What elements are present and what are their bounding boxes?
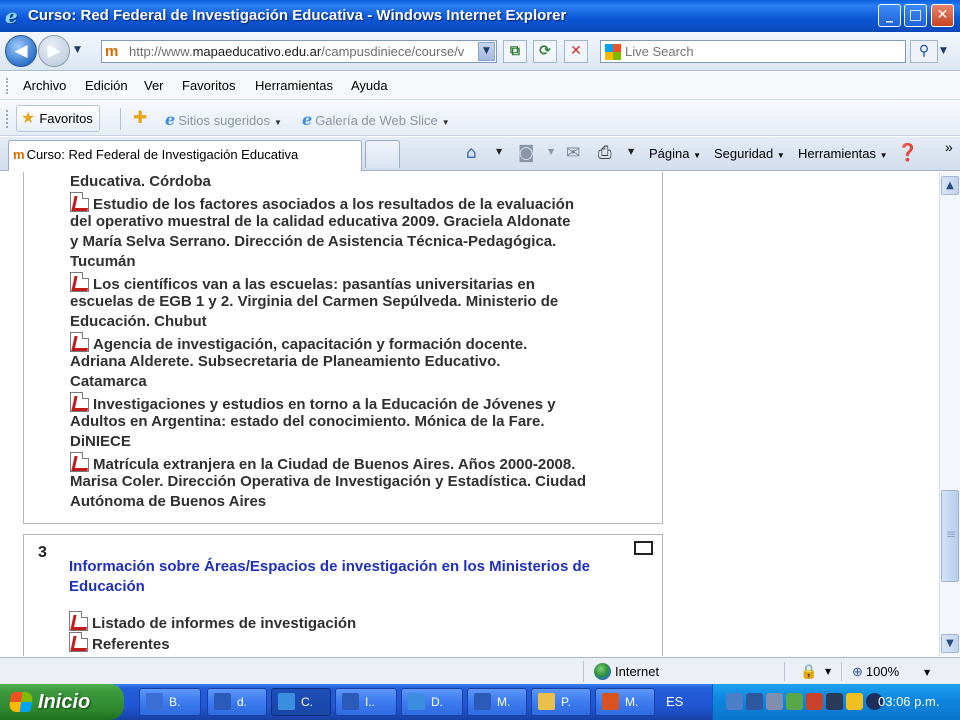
resource-text: Autónoma de Buenos Aires	[70, 493, 267, 510]
resource-link[interactable]: Matrícula extranjera en la Ciudad de Buenos Aires. Años 2000-2008.	[70, 452, 630, 475]
taskbar-button-label: M.	[625, 695, 639, 709]
back-button[interactable]: ◀	[5, 35, 37, 67]
resource-link[interactable]: Listado de informes de investigación	[69, 611, 356, 634]
chevron-more-icon[interactable]: »	[945, 139, 953, 155]
taskbar-app-icon	[474, 693, 491, 710]
display-tray-icon[interactable]	[826, 693, 843, 710]
window-title: Curso: Red Federal de Investigación Educativa - Windows Internet Explorer	[28, 7, 567, 24]
chevron-down-icon[interactable]: ▼	[825, 667, 832, 676]
security-menu[interactable]: Seguridad ▼	[714, 146, 785, 161]
scroll-thumb[interactable]	[941, 490, 959, 582]
resource-text: escuelas de EGB 1 y 2. Virginia del Carmen Sepúlveda. Ministerio de	[70, 293, 559, 310]
taskbar-button-label: M.	[497, 695, 511, 709]
resource-text: Educación. Chubut	[70, 313, 207, 330]
pdf-icon	[70, 392, 89, 412]
taskbar-app-icon	[602, 693, 619, 710]
pdf-icon	[70, 332, 89, 352]
page-content	[0, 172, 939, 656]
search-button[interactable]: ⚲	[910, 40, 938, 63]
toolbar-grip[interactable]	[6, 78, 9, 94]
menu-herramientas[interactable]: Herramientas	[255, 78, 334, 93]
taskbar-button-label: I..	[365, 695, 376, 709]
taskbar-app-icon	[342, 693, 359, 710]
pdf-icon	[70, 272, 89, 292]
recent-pages-dropdown[interactable]: ▼	[74, 45, 81, 55]
tool-tray-icon[interactable]	[806, 693, 823, 710]
course-section-3	[23, 534, 663, 656]
feeds-icon[interactable]: ◙	[518, 143, 535, 163]
print-dropdown[interactable]: ▼	[628, 147, 635, 156]
chevron-down-icon: ▼	[441, 118, 450, 127]
site-favicon-icon: m	[105, 43, 119, 60]
search-input[interactable]	[625, 43, 895, 60]
suggested-sites-link[interactable]: e Sitios sugeridos ▼	[165, 110, 282, 129]
separator	[120, 108, 121, 130]
tab-bar	[0, 137, 960, 171]
favorites-star-icon: ★	[21, 110, 36, 127]
taskbar-app-icon	[146, 693, 163, 710]
url-text[interactable]: http://www.mapaeducativo.edu.ar/campusdiniece/course/v	[129, 44, 465, 59]
taskbar-button[interactable]	[139, 688, 201, 716]
menu-favoritos[interactable]: Favoritos	[182, 78, 236, 93]
resource-link[interactable]: Estudio de los factores asociados a los resultados de la evaluación	[70, 192, 630, 215]
mail-icon[interactable]: ✉	[566, 143, 581, 163]
volume-icon[interactable]	[766, 693, 783, 710]
chevron-down-icon: ▼	[273, 118, 282, 127]
tab-curso[interactable]	[8, 140, 362, 171]
compatibility-view-button[interactable]: ⧉	[503, 40, 527, 63]
menu-edicion[interactable]: Edición	[85, 78, 128, 93]
address-field[interactable]	[101, 40, 497, 63]
search-options-dropdown[interactable]: ▼	[940, 46, 947, 56]
pdf-icon	[70, 452, 89, 472]
security-tray-icon[interactable]	[786, 693, 803, 710]
help-icon[interactable]: ❓	[897, 143, 919, 163]
ie-icon: e	[165, 110, 176, 129]
forward-button[interactable]: ▶	[38, 35, 70, 67]
resource-text: del operativo muestral de la calidad educativa 2009. Graciela Aldonate	[70, 213, 571, 230]
live-search-logo-icon	[605, 44, 621, 60]
menu-ver[interactable]: Ver	[144, 78, 164, 93]
language-indicator[interactable]: ES	[666, 694, 684, 709]
zoom-icon: ⊕	[852, 664, 863, 679]
favorites-bar	[0, 101, 960, 136]
taskbar-button-label: P.	[561, 695, 571, 709]
separator	[784, 662, 785, 681]
taskbar-button-label: D.	[431, 695, 443, 709]
taskbar-app-icon	[538, 693, 555, 710]
menu-ayuda[interactable]: Ayuda	[351, 78, 388, 93]
minimize-button[interactable]: _	[878, 4, 901, 27]
web-slice-gallery-link[interactable]: e Galería de Web Slice ▼	[302, 110, 450, 129]
status-bar	[0, 657, 960, 684]
address-dropdown-button[interactable]: ▼	[478, 42, 495, 61]
tools-menu[interactable]: Herramientas ▼	[798, 146, 888, 161]
resource-text: Adriana Alderete. Subsecretaria de Planeamiento Educativo.	[70, 353, 501, 370]
resource-text: y María Selva Serrano. Dirección de Asistencia Técnica-Pedagógica.	[70, 233, 557, 250]
course-section-2	[23, 172, 663, 524]
taskbar-button[interactable]	[467, 688, 527, 716]
menu-archivo[interactable]: Archivo	[23, 78, 67, 93]
zoom-level[interactable]: ⊕ 100%	[852, 664, 900, 679]
section-title-link[interactable]: Información sobre Áreas/Espacios de investigación en los Ministerios de Educación	[69, 558, 590, 595]
resource-text: Adultos en Argentina: estado del conocimiento. Mónica de la Fare.	[70, 413, 545, 430]
pdf-icon	[69, 632, 88, 652]
section-number: 3	[38, 544, 47, 561]
favorites-label: Favoritos	[39, 111, 93, 126]
home-dropdown[interactable]: ▼	[496, 147, 503, 156]
page-menu[interactable]: Página ▼	[649, 146, 702, 161]
taskbar-app-icon	[214, 693, 231, 710]
zoom-dropdown[interactable]: ▼	[924, 668, 931, 677]
taskbar-button[interactable]	[531, 688, 591, 716]
security-zone[interactable]: Internet	[594, 662, 659, 681]
tab-label: Curso: Red Federal de Investigación Educativa	[26, 147, 299, 162]
scroll-up-button[interactable]: ▲	[941, 176, 959, 195]
taskbar-button[interactable]	[271, 688, 331, 716]
refresh-button[interactable]: ⟳	[533, 40, 557, 63]
taskbar-button[interactable]	[595, 688, 655, 716]
resource-link[interactable]: Agencia de investigación, capacitación y formación docente.	[70, 332, 630, 355]
taskbar-app-icon	[408, 693, 425, 710]
feeds-dropdown[interactable]: ▼	[548, 147, 555, 156]
new-tab-button[interactable]	[365, 140, 400, 168]
title-bar	[0, 0, 960, 32]
favorites-button[interactable]	[16, 105, 100, 132]
windows-logo-icon	[9, 692, 34, 712]
resource-text: Educativa. Córdoba	[70, 173, 211, 190]
menu-bar	[0, 72, 960, 100]
maximize-button[interactable]: □	[904, 4, 927, 27]
search-tray-icon[interactable]	[746, 693, 763, 710]
home-icon[interactable]: ⌂	[466, 143, 477, 163]
scroll-down-button[interactable]: ▼	[941, 634, 959, 653]
resource-text: Catamarca	[70, 373, 147, 390]
pdf-icon	[69, 611, 88, 631]
clock[interactable]: 03:06 p.m.	[878, 694, 940, 709]
network-icon[interactable]	[726, 693, 743, 710]
pdf-icon	[70, 192, 89, 212]
taskbar-app-icon	[278, 693, 295, 710]
ie-icon: e	[302, 110, 313, 129]
taskbar-button[interactable]	[335, 688, 397, 716]
add-to-favorites-bar-icon[interactable]: ✚	[133, 108, 148, 128]
taskbar-button[interactable]	[401, 688, 463, 716]
taskbar-button[interactable]	[207, 688, 267, 716]
resource-link[interactable]: Investigaciones y estudios en torno a la Educación de Jóvenes y	[70, 392, 630, 415]
start-button[interactable]: Inicio	[0, 684, 124, 720]
taskbar-button-label: d.	[237, 695, 248, 709]
resource-text: Tucumán	[70, 253, 136, 270]
resource-text: Marisa Coler. Dirección Operativa de Investigación y Estadística. Ciudad	[70, 473, 587, 490]
site-favicon-icon: m	[13, 147, 25, 162]
protected-mode-icon[interactable]: 🔒	[800, 664, 818, 680]
taskbar-button-label: C.	[301, 695, 313, 709]
internet-explorer-icon: e	[5, 4, 18, 28]
taskbar-button-label: B.	[169, 695, 181, 709]
taskbar	[0, 684, 960, 720]
stop-button[interactable]: ✕	[564, 40, 588, 63]
toolbar-grip[interactable]	[6, 110, 9, 128]
sound-tray-icon[interactable]	[846, 693, 863, 710]
resource-link[interactable]: Los científicos van a las escuelas: pasantías universitarias en	[70, 272, 630, 295]
separator	[841, 662, 842, 681]
print-icon[interactable]: ⎙	[598, 143, 612, 163]
resource-link[interactable]: Referentes	[69, 632, 170, 655]
vertical-scrollbar[interactable]	[939, 172, 960, 656]
search-box[interactable]	[600, 40, 906, 63]
close-button[interactable]: ✕	[931, 4, 954, 27]
globe-icon	[594, 663, 611, 680]
status-text-area	[0, 661, 584, 682]
section-highlight-checkbox[interactable]	[634, 541, 653, 555]
resource-text: DiNIECE	[70, 433, 131, 450]
